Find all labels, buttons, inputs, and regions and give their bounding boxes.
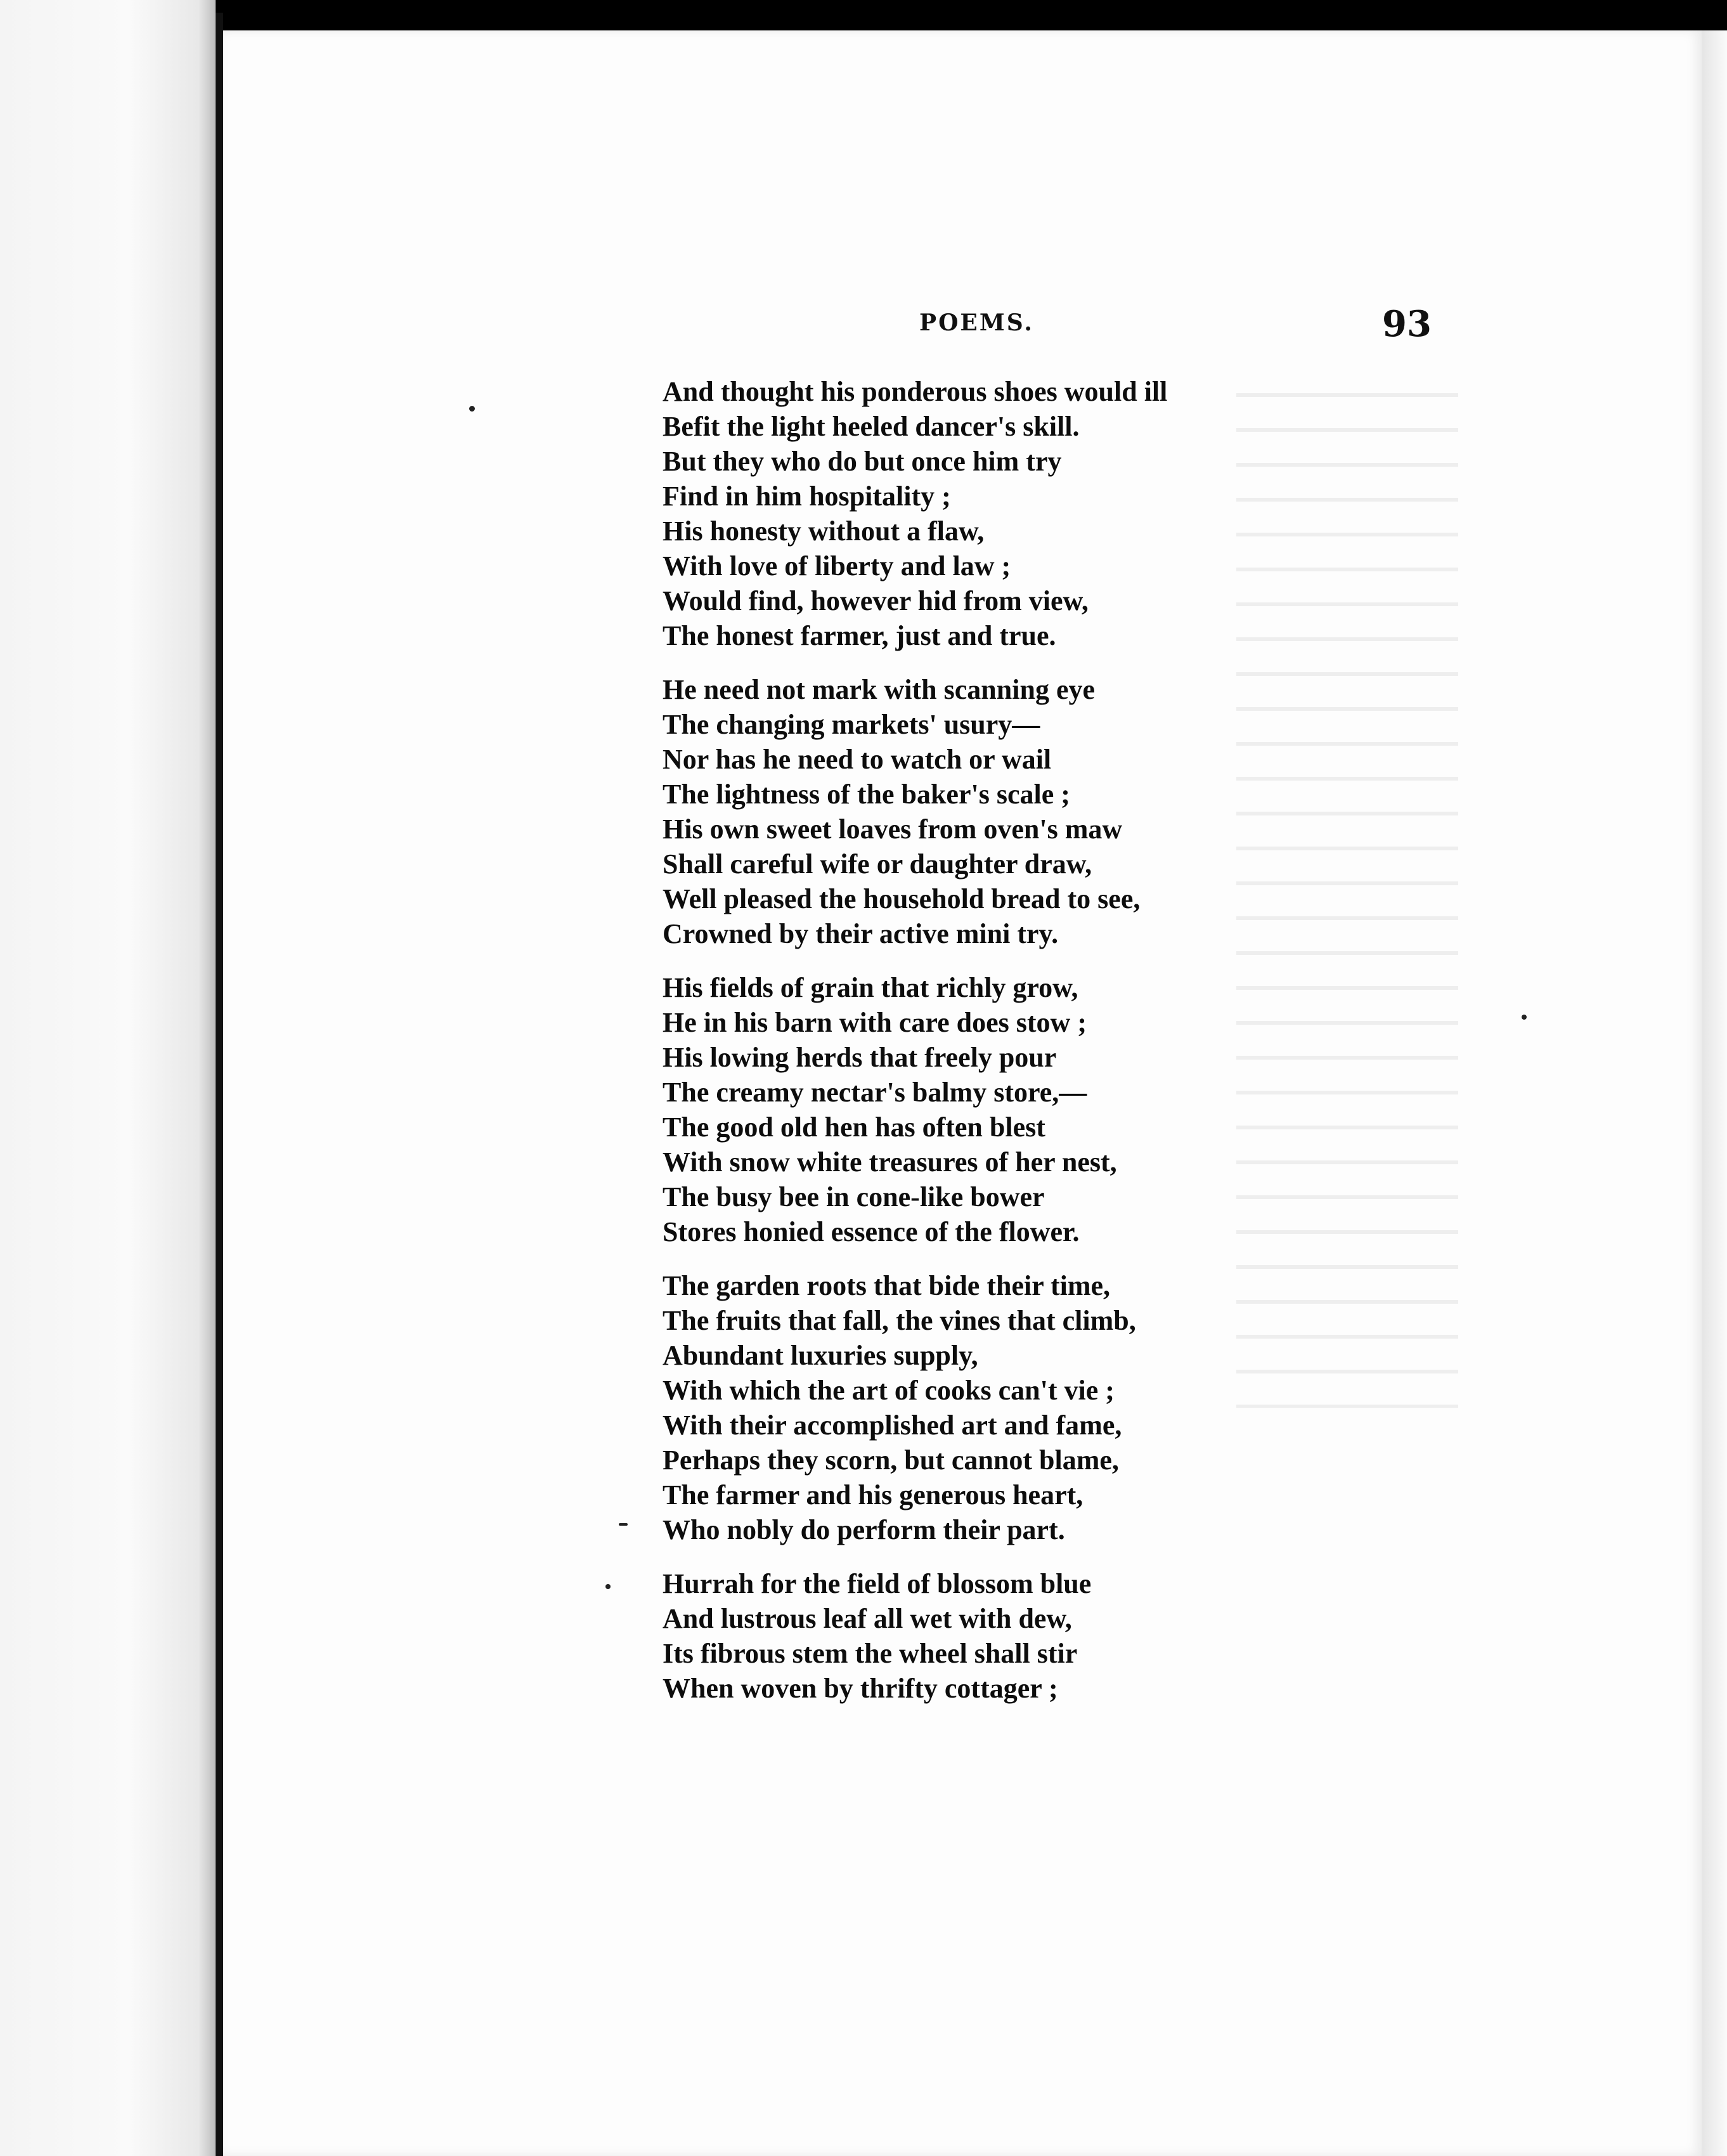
poem-line: With snow white treasures of her nest, bbox=[663, 1146, 1117, 1178]
poem-line: Abundant luxuries supply, bbox=[663, 1340, 978, 1371]
ink-speck bbox=[1522, 1015, 1527, 1020]
poem-line: Perhaps they scorn, but cannot blame, bbox=[663, 1445, 1119, 1476]
poem-line: Crowned by their active mini try. bbox=[663, 918, 1059, 949]
poem-line: He need not mark with scanning eye bbox=[663, 674, 1095, 705]
book-gutter bbox=[216, 13, 223, 2156]
stanza bbox=[663, 970, 1550, 1249]
page-edge bbox=[1702, 30, 1727, 2156]
poem-line: When woven by thrifty cottager ; bbox=[663, 1673, 1058, 1704]
poem-line: He in his barn with care does stow ; bbox=[663, 1007, 1087, 1038]
stanza bbox=[663, 1268, 1550, 1547]
left-page-margin bbox=[0, 0, 216, 2156]
poem-line: His lowing herds that freely pour bbox=[663, 1042, 1057, 1073]
poem-line: Who nobly do perform their part. bbox=[663, 1514, 1065, 1545]
page-number: 93 bbox=[1382, 303, 1432, 345]
stanza bbox=[663, 374, 1550, 653]
poem-line: The honest farmer, just and true. bbox=[663, 620, 1056, 651]
poem-line: The changing markets' usury— bbox=[663, 709, 1040, 740]
poem-line: The farmer and his generous heart, bbox=[663, 1479, 1083, 1510]
poem-line: With which the art of cooks can't vie ; bbox=[663, 1375, 1115, 1406]
poem-line: And thought his ponderous shoes would ill bbox=[663, 376, 1168, 407]
poem-line: Would find, however hid from view, bbox=[663, 585, 1089, 616]
poem-text bbox=[663, 374, 1550, 1725]
running-head: POEMS. bbox=[919, 309, 1034, 336]
poem-line: The fruits that fall, the vines that climb, bbox=[663, 1305, 1136, 1336]
poem-line: The garden roots that bide their time, bbox=[663, 1270, 1110, 1301]
ink-speck bbox=[605, 1584, 611, 1589]
poem-line: Nor has he need to watch or wail bbox=[663, 744, 1052, 775]
poem-line: Find in him hospitality ; bbox=[663, 481, 951, 512]
poem-line: With love of liberty and law ; bbox=[663, 550, 1011, 581]
poem-line: Befit the light heeled dancer's skill. bbox=[663, 411, 1080, 442]
poem-line: Well pleased the household bread to see, bbox=[663, 883, 1141, 914]
poem-line: Hurrah for the field of blossom blue bbox=[663, 1568, 1092, 1599]
stanza bbox=[663, 1566, 1550, 1706]
poem-line: His fields of grain that richly grow, bbox=[663, 972, 1078, 1003]
poem-line: The good old hen has often blest bbox=[663, 1112, 1045, 1143]
poem-line: The busy bee in cone-like bower bbox=[663, 1181, 1045, 1212]
stanza bbox=[663, 672, 1550, 951]
poem-line: The lightness of the baker's scale ; bbox=[663, 779, 1070, 810]
poem-line: Its fibrous stem the wheel shall stir bbox=[663, 1638, 1078, 1669]
ink-speck bbox=[619, 1523, 628, 1526]
ink-speck bbox=[469, 406, 475, 412]
poem-line: Shall careful wife or daughter draw, bbox=[663, 848, 1092, 880]
poem-line: And lustrous leaf all wet with dew, bbox=[663, 1603, 1072, 1634]
poem-line: Stores honied essence of the flower. bbox=[663, 1216, 1080, 1247]
poem-line: But they who do but once him try bbox=[663, 446, 1062, 477]
poem-line: His honesty without a flaw, bbox=[663, 516, 985, 547]
poem-line: With their accomplished art and fame, bbox=[663, 1410, 1122, 1441]
poem-line: His own sweet loaves from oven's maw bbox=[663, 814, 1123, 845]
poem-line: The creamy nectar's balmy store,— bbox=[663, 1077, 1087, 1108]
